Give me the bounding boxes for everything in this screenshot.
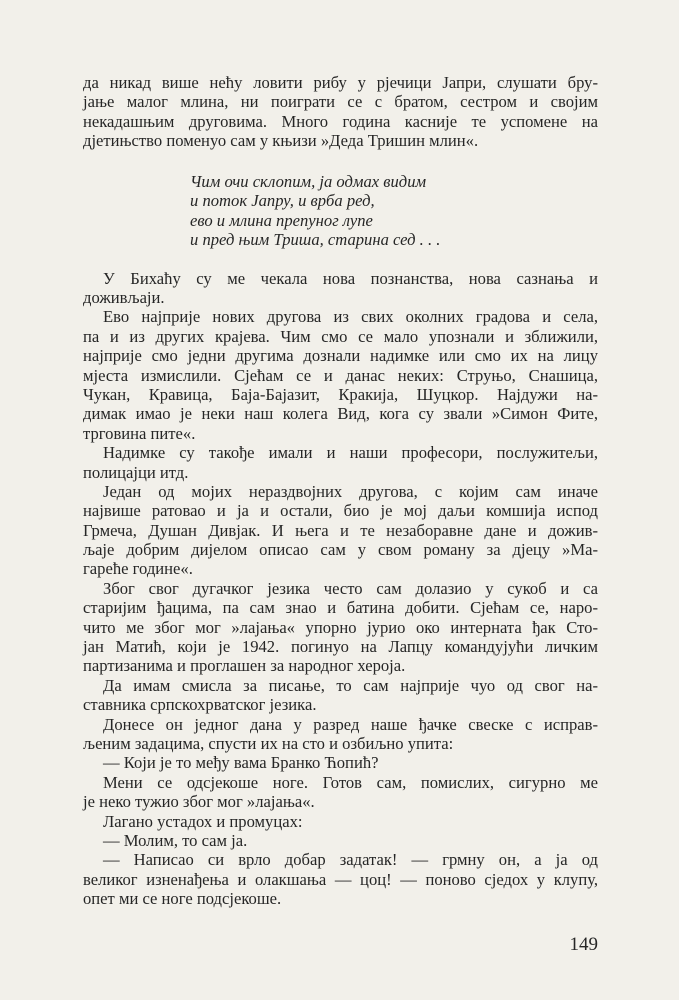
text-line: Надимке су такође имали и наши професори, послужитељи, <box>103 443 598 463</box>
text-line: Мени се одсјекоше ноге. Готов сам, помислих, сигурно ме <box>103 772 598 792</box>
paragraph <box>83 443 598 482</box>
text-line: — Написао си врло добар задатак! — грмну он, а ја од <box>103 850 598 870</box>
text-line: дјетињство поменуо сам у књизи »Деда Тришин млин«. <box>83 131 479 151</box>
text-line: димак имао је неки наш колега Вид, кога су звали »Симон Фите, <box>83 404 598 424</box>
text-line: Да имам смисла за писање, то сам најприје чуо од свог на- <box>103 675 598 695</box>
text-line: партизанима и проглашен за народног хероја. <box>83 656 406 676</box>
paragraph <box>83 73 598 151</box>
text-line: љеним задацима, спусти их на сто и озбиљно упита: <box>83 734 454 753</box>
poem-stanza <box>190 172 598 250</box>
text-line: полицајци итд. <box>83 462 189 482</box>
text-line: трговина пите«. <box>83 423 196 443</box>
text-line: да никад више нећу ловити рибу у рјечици Јапри, слушати бру- <box>83 73 598 92</box>
paragraph <box>83 482 598 579</box>
text-line: некадашњим друговима. Много година касније те успомене на <box>83 111 598 131</box>
paragraph <box>83 753 598 772</box>
text-line: највише ратовао и ја и остали, био је мој даљи комшија испод <box>83 501 598 521</box>
text-line: јање малог млина, ни поиграти се с братом, сестром и својим <box>83 92 598 112</box>
text-line: Због свог дугачког језика често сам долазио у сукоб и са <box>103 578 598 598</box>
text-line: је неко тужио због мог »лајања«. <box>83 792 315 812</box>
text-line: доживљаји. <box>83 288 165 308</box>
text-line: мјеста измислили. Сјећам се и данас неких: Струњо, Снашица, <box>83 365 598 385</box>
text-line: — Молим, то сам ја. <box>103 830 248 850</box>
paragraph <box>83 579 598 676</box>
text-line: па и из других крајева. Чим смо се мало упознали и зближили, <box>83 326 598 346</box>
text-line: Ево најприје нових другова из свих околних градова и села, <box>103 307 598 327</box>
text-line: Лагано устадох и промуцах: <box>103 811 303 831</box>
paragraph <box>83 307 598 443</box>
book-page-text <box>83 73 598 909</box>
poem-line: и поток Јапру, и врба ред, <box>190 191 375 211</box>
text-line: љаје добрим дијелом описао сам у свом роману за дјецу »Ма- <box>83 540 598 560</box>
text-line: чито ме због мог »лајања« упорно јурио око интерната ђак Сто- <box>83 617 598 637</box>
page-number: 149 <box>569 934 598 955</box>
text-line: У Бихаћу су ме чекала нова познанства, нова сазнања и <box>103 268 598 288</box>
poem-line: ево и млина препуног лупе <box>190 210 373 230</box>
text-line: опет ми се ноге подсјекоше. <box>83 889 282 909</box>
paragraph <box>83 831 598 850</box>
poem-line: и пред њим Триша, старина сед . . . <box>190 230 441 250</box>
paragraph <box>83 773 598 812</box>
paragraph <box>83 812 598 831</box>
text-line: јан Матић, који је 1942. погинуо на Лапцу командујући личким <box>83 637 598 657</box>
text-line: Донесе он једног дана у разред наше ђачке свеске с исправ- <box>103 714 598 734</box>
text-line: Грмеча, Душан Дивјак. И њега и те незаборавне дане и дожив- <box>83 520 598 540</box>
text-line: гареће године«. <box>83 559 193 579</box>
text-line: Чукан, Кравица, Баја-Бајазит, Кракија, Шуцкор. Најдужи на- <box>83 384 598 404</box>
poem-line: Чим очи склопим, ја одмах видим <box>190 172 427 192</box>
text-line: ставника српскохрватског језика. <box>83 695 317 715</box>
paragraph <box>83 269 598 308</box>
paragraph <box>83 850 598 908</box>
paragraph <box>83 715 598 754</box>
text-line: старијим ђацима, па сам знао и батина добити. Сјећам се, наро- <box>83 598 598 618</box>
paragraph <box>83 676 598 715</box>
text-line: Један од мојих нераздвојних другова, с којим сам иначе <box>103 481 598 501</box>
text-line: најприје смо једни другима дознали надимке или смо их на лицу <box>83 346 598 366</box>
text-line: — Који је то међу вама Бранко Ћопић? <box>103 753 379 773</box>
text-line: великог изненађења и олакшања — цоц! — поново сједох у клупу, <box>83 869 598 889</box>
